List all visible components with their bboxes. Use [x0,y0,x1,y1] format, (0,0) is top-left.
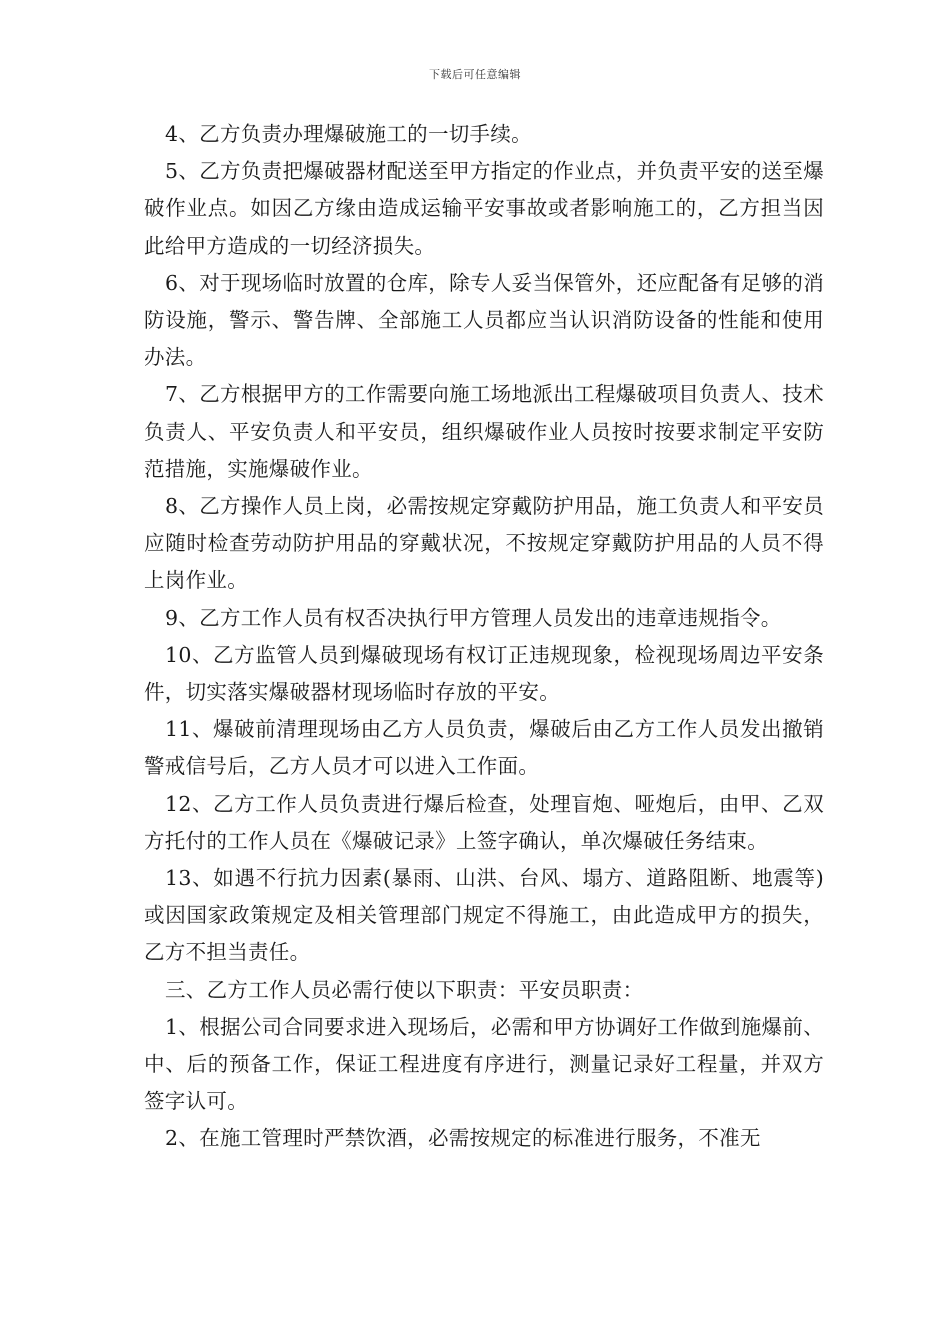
duty-paragraph-2: 2、在施工管理时严禁饮酒，必需按规定的标准进行服务，不准无 [165,1126,761,1151]
paragraph-13: 13、如遇不行抗力因素(暴雨、山洪、台风、塌方、道路阻断、地震等)或因国家政策规定及相关管理部门规定不得施工，由此造成甲方的损失，乙方不担当责任。 [144,866,824,965]
page-header: 下载后可任意编辑 [429,68,521,81]
paragraph-10: 10、乙方监管人员到爆破现场有权订正违规现象，检视现场周边平安条件，切实落实爆破器材现场临时存放的平安。 [144,642,824,705]
paragraph-5: 5、乙方负责把爆破器材配送至甲方指定的作业点，并负责平安的送至爆破作业点。如因乙方缘由造成运输平安事故或者影响施工的，乙方担当因此给甲方造成的一切经济损失。 [144,159,824,258]
paragraph-4: 4、乙方负责办理爆破施工的一切手续。 [165,122,532,146]
paragraph-8: 8、乙方操作人员上岗，必需按规定穿戴防护用品，施工负责人和平安员应随时检查劳动防护用品的穿戴状况，不按规定穿戴防护用品的人员不得上岗作业。 [144,494,824,593]
paragraph-7: 7、乙方根据甲方的工作需要向施工场地派出工程爆破项目负责人、技术负责人、平安负责人和平安员，组织爆破作业人员按时按要求制定平安防范措施，实施爆破作业。 [144,382,824,481]
duty-paragraph-1: 1、根据公司合同要求进入现场后，必需和甲方协调好工作做到施爆前、中、后的预备工作，保证工程进度有序进行，测量记录好工程量，并双方签字认可。 [144,1014,824,1114]
paragraph-12: 12、乙方工作人员负责进行爆后检查，处理盲炮、哑炮后，由甲、乙双方托付的工作人员在《爆破记录》上签字确认，单次爆破任务结束。 [144,791,824,853]
section-heading-3: 三、乙方工作人员必需行使以下职责：平安员职责： [165,977,644,1002]
paragraph-6: 6、对于现场临时放置的仓库，除专人妥当保管外，还应配备有足够的消防设施，警示、警告牌、全部施工人员都应当认识消防设备的性能和使用办法。 [144,270,824,370]
paragraph-9: 9、乙方工作人员有权否决执行甲方管理人员发出的违章违规指令。 [165,605,782,630]
document-body [144,116,824,1158]
paragraph-11: 11、爆破前清理现场由乙方人员负责，爆破后由乙方工作人员发出撤销警戒信号后，乙方人员才可以进入工作面。 [144,717,824,779]
